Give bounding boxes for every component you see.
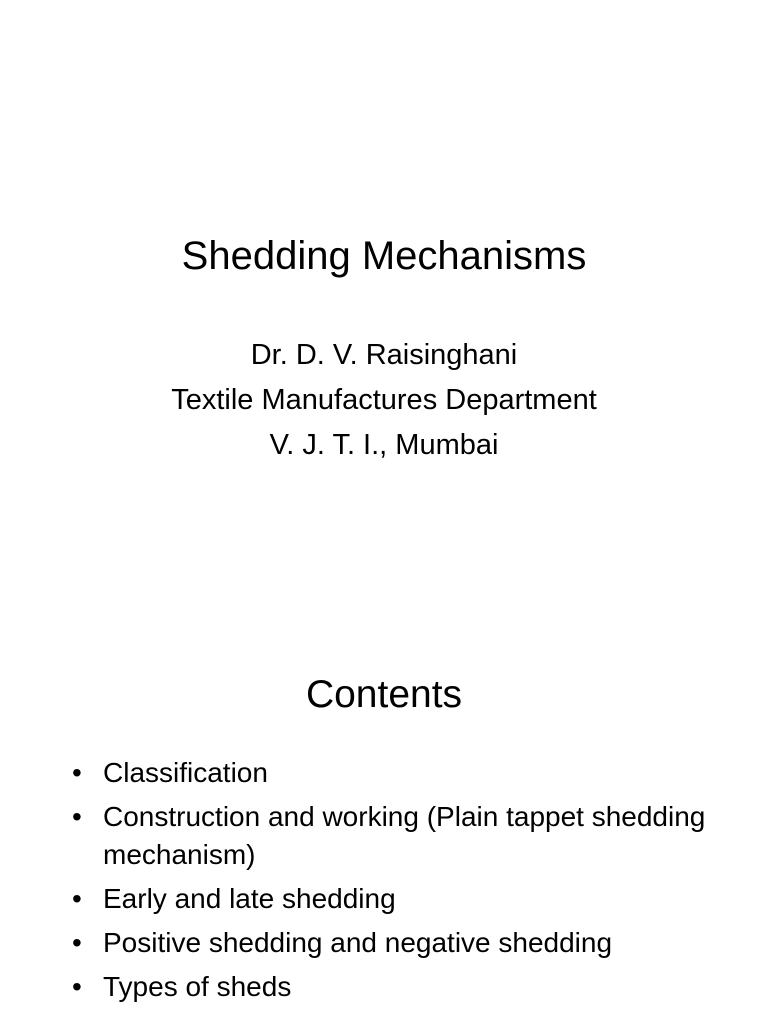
bullet-icon: •	[72, 757, 82, 788]
bullet-icon: •	[72, 883, 82, 914]
slide-subtitle	[0, 336, 768, 471]
list-item	[72, 798, 752, 874]
list-item-label: Early and late shedding	[103, 883, 396, 914]
slide-title: Shedding Mechanisms	[181, 234, 587, 278]
list-item	[72, 924, 752, 962]
list-item-label: Positive shedding and negative shedding	[103, 927, 613, 958]
contents-list	[72, 754, 752, 1012]
list-item	[72, 754, 752, 792]
author-name: Dr. D. V. Raisinghani	[250, 339, 518, 371]
bullet-icon: •	[72, 927, 82, 958]
list-item-label: Classification	[103, 757, 268, 788]
list-item-label: Types of sheds	[103, 971, 292, 1002]
list-item	[72, 880, 752, 918]
contents-heading: Contents	[305, 673, 463, 716]
department-name: Textile Manufactures Department	[171, 384, 597, 416]
bullet-icon: •	[72, 801, 82, 832]
institute-name: V. J. T. I., Mumbai	[269, 429, 499, 461]
list-item	[72, 968, 752, 1006]
list-item-label: Construction and working (Plain tappet shedding mechanism)	[103, 801, 706, 870]
bullet-icon: •	[72, 971, 82, 1002]
